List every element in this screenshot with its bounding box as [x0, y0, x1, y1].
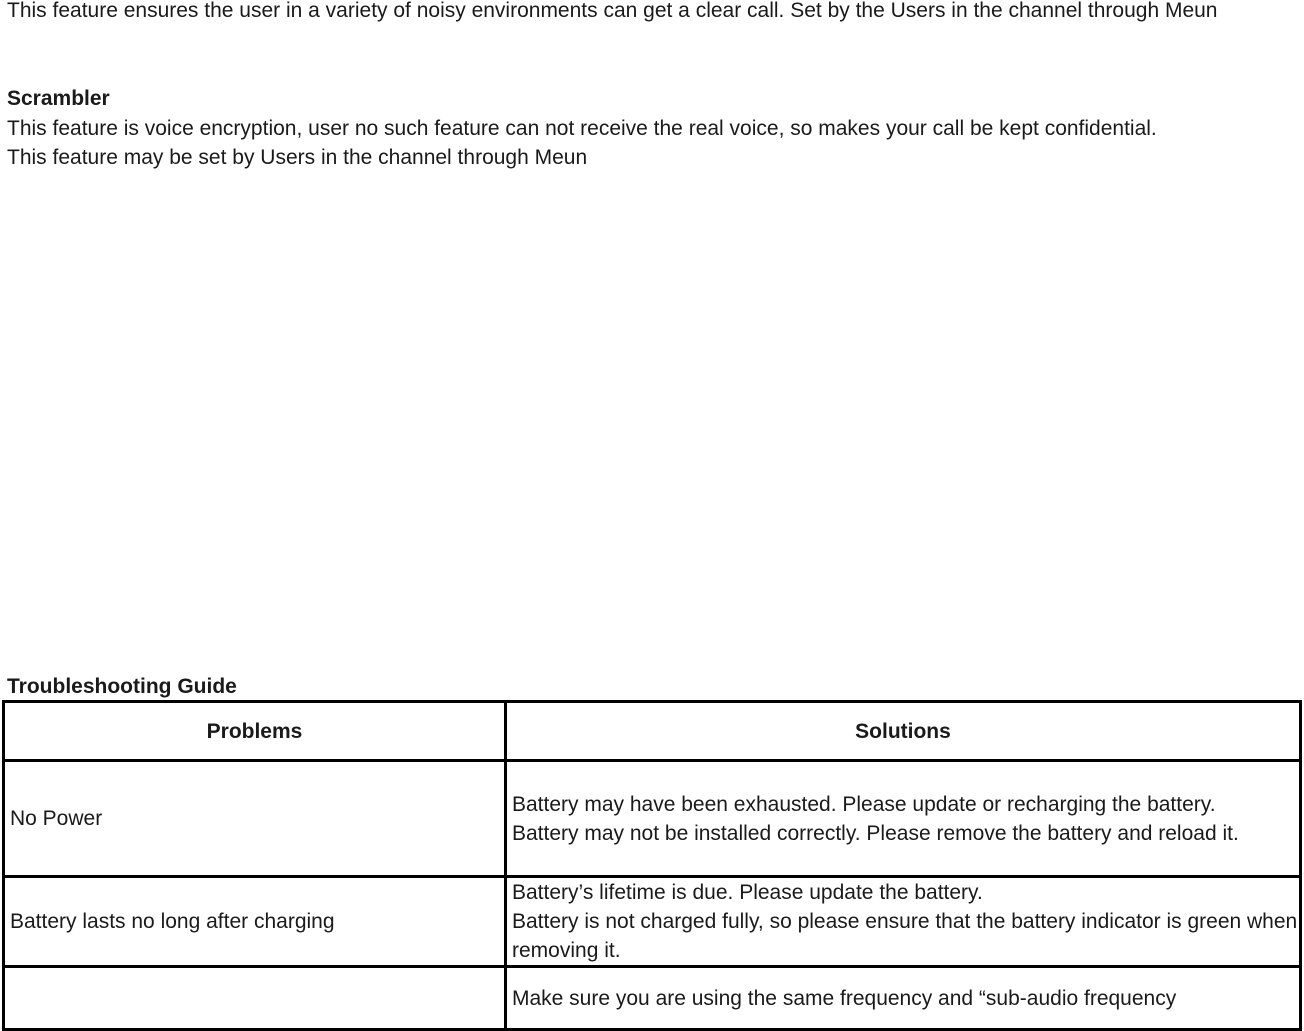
solution-line: Battery may not be installed correctly. Please remove the battery and reload it. [512, 821, 1239, 845]
table-header-row [4, 702, 1301, 761]
solution-cell [506, 761, 1301, 877]
problem-cell: No Power [4, 761, 506, 877]
solution-line: Battery is not charged fully, so please ensure that the battery indicator is green when removing it. [512, 910, 1298, 962]
table-row [4, 877, 1301, 967]
solution-line: Battery’s lifetime is due. Please update the battery. [512, 881, 983, 904]
intro-paragraph: This feature ensures the user in a variety of noisy environments can get a clear call. Set by the Users in the channel through Meun [7, 0, 1218, 22]
table-row [4, 761, 1301, 877]
solution-line: Battery may have been exhausted. Please update or recharging the battery. [512, 792, 1216, 816]
problem-cell [4, 967, 506, 1030]
problem-cell: Battery lasts no long after charging [4, 877, 506, 967]
solution-cell [506, 877, 1301, 967]
table-row [4, 967, 1301, 1030]
scrambler-paragraph [7, 114, 1304, 172]
column-header-problems: Problems [4, 702, 506, 761]
scrambler-heading: Scrambler [7, 87, 110, 110]
scrambler-line-1: This feature is voice encryption, user no such feature can not receive the real voice, so makes your call be kept confidential. [7, 117, 1157, 140]
troubleshooting-table [2, 700, 1302, 1031]
troubleshooting-heading: Troubleshooting Guide [7, 675, 237, 698]
column-header-solutions: Solutions [506, 702, 1301, 761]
solution-line: Make sure you are using the same frequency and “sub-audio frequency [512, 986, 1177, 1010]
solution-cell [506, 967, 1301, 1030]
scrambler-line-2: This feature may be set by Users in the channel through Meun [7, 146, 588, 169]
